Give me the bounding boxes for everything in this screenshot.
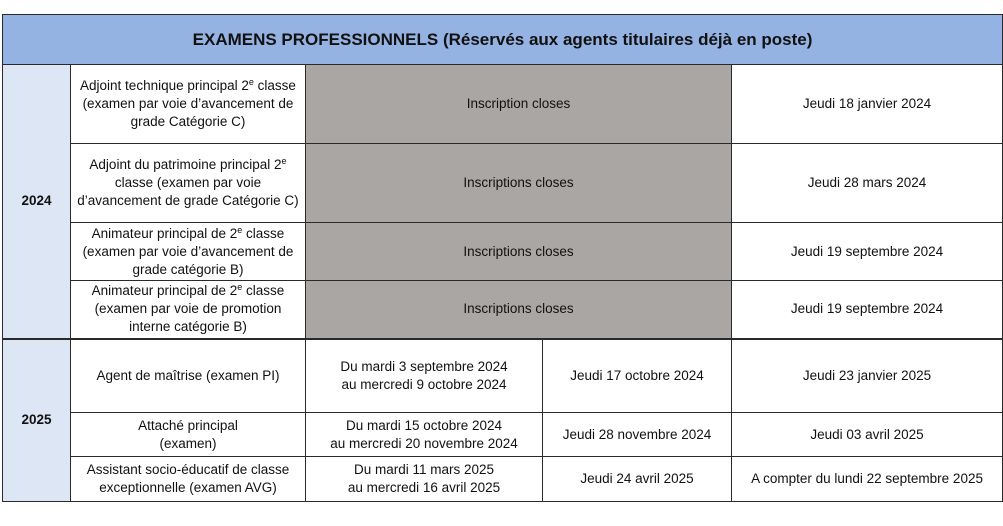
table-title: EXAMENS PROFESSIONNELS (Réservés aux agents titulaires déjà en poste): [3, 15, 1003, 65]
exam-date: Jeudi 19 septembre 2024: [732, 223, 1003, 281]
exam-date: Jeudi 18 janvier 2024: [732, 65, 1003, 144]
inscription-status: Inscription closes: [306, 65, 732, 144]
registration-period: Du mardi 11 mars 2025 au mercredi 16 avril 2025: [306, 457, 543, 502]
exam-name: Adjoint technique principal 2e classe (examen par voie d’avancement de grade Catégorie C): [71, 65, 306, 144]
registration-deadline: Jeudi 24 avril 2025: [543, 457, 732, 502]
exam-date: A compter du lundi 22 septembre 2025: [732, 457, 1003, 502]
exam-name: Agent de maîtrise (examen PI): [71, 339, 306, 413]
year-2025: 2025: [3, 339, 71, 502]
exam-name: Animateur principal de 2e classe (examen par voie d’avancement de grade catégorie B): [71, 223, 306, 281]
exam-name: Adjoint du patrimoine principal 2e classe (examen par voie d’avancement de grade Catégorie C): [71, 144, 306, 223]
exam-date: Jeudi 19 septembre 2024: [732, 281, 1003, 339]
registration-deadline: Jeudi 17 octobre 2024: [543, 339, 732, 413]
registration-deadline: Jeudi 28 novembre 2024: [543, 413, 732, 457]
exam-name: Animateur principal de 2e classe (examen par voie de promotion interne catégorie B): [71, 281, 306, 339]
exam-name: Assistant socio-éducatif de classe exceptionnelle (examen AVG): [71, 457, 306, 502]
registration-period: Du mardi 3 septembre 2024 au mercredi 9 octobre 2024: [306, 339, 543, 413]
exam-date: Jeudi 28 mars 2024: [732, 144, 1003, 223]
exam-table: [2, 14, 1003, 502]
exam-date: Jeudi 03 avril 2025: [732, 413, 1003, 457]
inscription-status: Inscriptions closes: [306, 281, 732, 339]
inscription-status: Inscriptions closes: [306, 144, 732, 223]
exam-name: Attaché principal (examen): [71, 413, 306, 457]
year-2024: 2024: [3, 65, 71, 339]
inscription-status: Inscriptions closes: [306, 223, 732, 281]
registration-period: Du mardi 15 octobre 2024 au mercredi 20 novembre 2024: [306, 413, 543, 457]
exam-date: Jeudi 23 janvier 2025: [732, 339, 1003, 413]
